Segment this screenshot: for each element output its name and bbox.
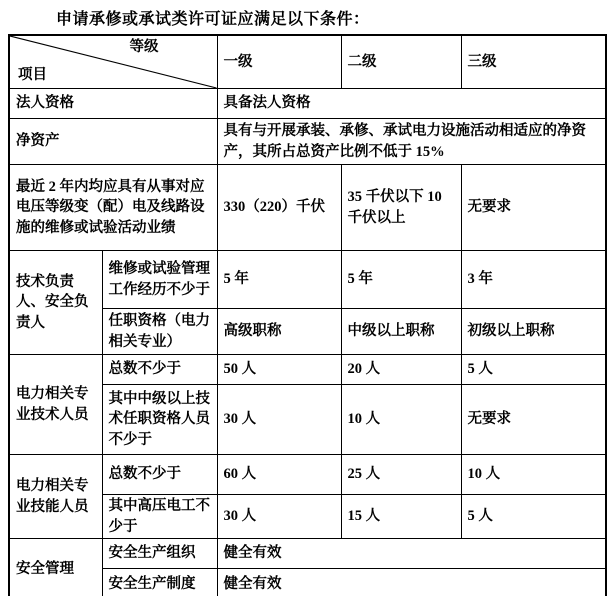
tech-safety-experience-level3: 3 年 [461, 251, 606, 309]
skilled-total-level1: 60 人 [217, 455, 341, 495]
prof-tech-total-level3: 5 人 [461, 355, 606, 385]
safety-organization-value: 健全有效 [217, 539, 606, 569]
performance-level2: 35 千伏以下 10 千伏以上 [341, 165, 461, 251]
tech-safety-experience-level1: 5 年 [217, 251, 341, 309]
column-header-level1: 一级 [217, 35, 341, 89]
skilled-group-label: 电力相关专业技能人员 [9, 455, 102, 539]
tech-safety-qualification-label: 任职资格（电力相关专业） [102, 309, 217, 355]
prof-tech-midlevel-level3: 无要求 [461, 385, 606, 455]
row-net-assets [9, 119, 606, 165]
safety-organization-label: 安全生产组织 [102, 539, 217, 569]
prof-tech-group-label: 电力相关专业技术人员 [9, 355, 102, 455]
skilled-total-level2: 25 人 [341, 455, 461, 495]
prof-tech-midlevel-level2: 10 人 [341, 385, 461, 455]
prof-tech-total-level2: 20 人 [341, 355, 461, 385]
performance-level3: 无要求 [461, 165, 606, 251]
skilled-total-label: 总数不少于 [102, 455, 217, 495]
skilled-total-level3: 10 人 [461, 455, 606, 495]
performance-label: 最近 2 年内均应具有从事对应电压等级变（配）电及线路设施的维修或试验活动业绩 [9, 165, 217, 251]
legal-qualification-label: 法人资格 [9, 89, 217, 119]
corner-item-label: 项目 [18, 67, 47, 84]
prof-tech-midlevel-label: 其中中级以上技术任职资格人员不少于 [102, 385, 217, 455]
header-row [9, 35, 606, 89]
column-header-level2: 二级 [341, 35, 461, 89]
legal-qualification-value: 具备法人资格 [217, 89, 606, 119]
header-corner-cell [9, 35, 217, 89]
prof-tech-total-label: 总数不少于 [102, 355, 217, 385]
tech-safety-group-label: 技术负责人、安全负责人 [9, 251, 102, 355]
performance-level1: 330（220）千伏 [217, 165, 341, 251]
skilled-hv-label: 其中高压电工不少于 [102, 495, 217, 539]
row-legal-qualification [9, 89, 606, 119]
prof-tech-total-level1: 50 人 [217, 355, 341, 385]
row-tech-safety-experience [9, 251, 606, 309]
skilled-hv-level3: 5 人 [461, 495, 606, 539]
row-prof-tech-total [9, 355, 606, 385]
tech-safety-qualification-level2: 中级以上职称 [341, 309, 461, 355]
column-header-level3: 三级 [461, 35, 606, 89]
prof-tech-midlevel-level1: 30 人 [217, 385, 341, 455]
page-title: 申请承修或承试类许可证应满足以下条件： [56, 11, 370, 28]
net-assets-label: 净资产 [9, 119, 217, 165]
safety-group-label: 安全管理 [9, 539, 102, 596]
net-assets-value: 具有与开展承装、承修、承试电力设施活动相适应的净资产，其所占总资产比例不低于 15% [217, 119, 606, 165]
tech-safety-qualification-level3: 初级以上职称 [461, 309, 606, 355]
skilled-hv-level2: 15 人 [341, 495, 461, 539]
row-safety-organization [9, 539, 606, 569]
skilled-hv-level1: 30 人 [217, 495, 341, 539]
safety-system-value: 健全有效 [217, 569, 606, 596]
tech-safety-experience-level2: 5 年 [341, 251, 461, 309]
row-performance [9, 165, 606, 251]
row-skilled-total [9, 455, 606, 495]
corner-level-label: 等级 [129, 39, 159, 55]
license-requirements-table [8, 34, 607, 596]
tech-safety-experience-label: 维修或试验管理工作经历不少于 [102, 251, 217, 309]
safety-system-label: 安全生产制度 [102, 569, 217, 596]
tech-safety-qualification-level1: 高级职称 [217, 309, 341, 355]
